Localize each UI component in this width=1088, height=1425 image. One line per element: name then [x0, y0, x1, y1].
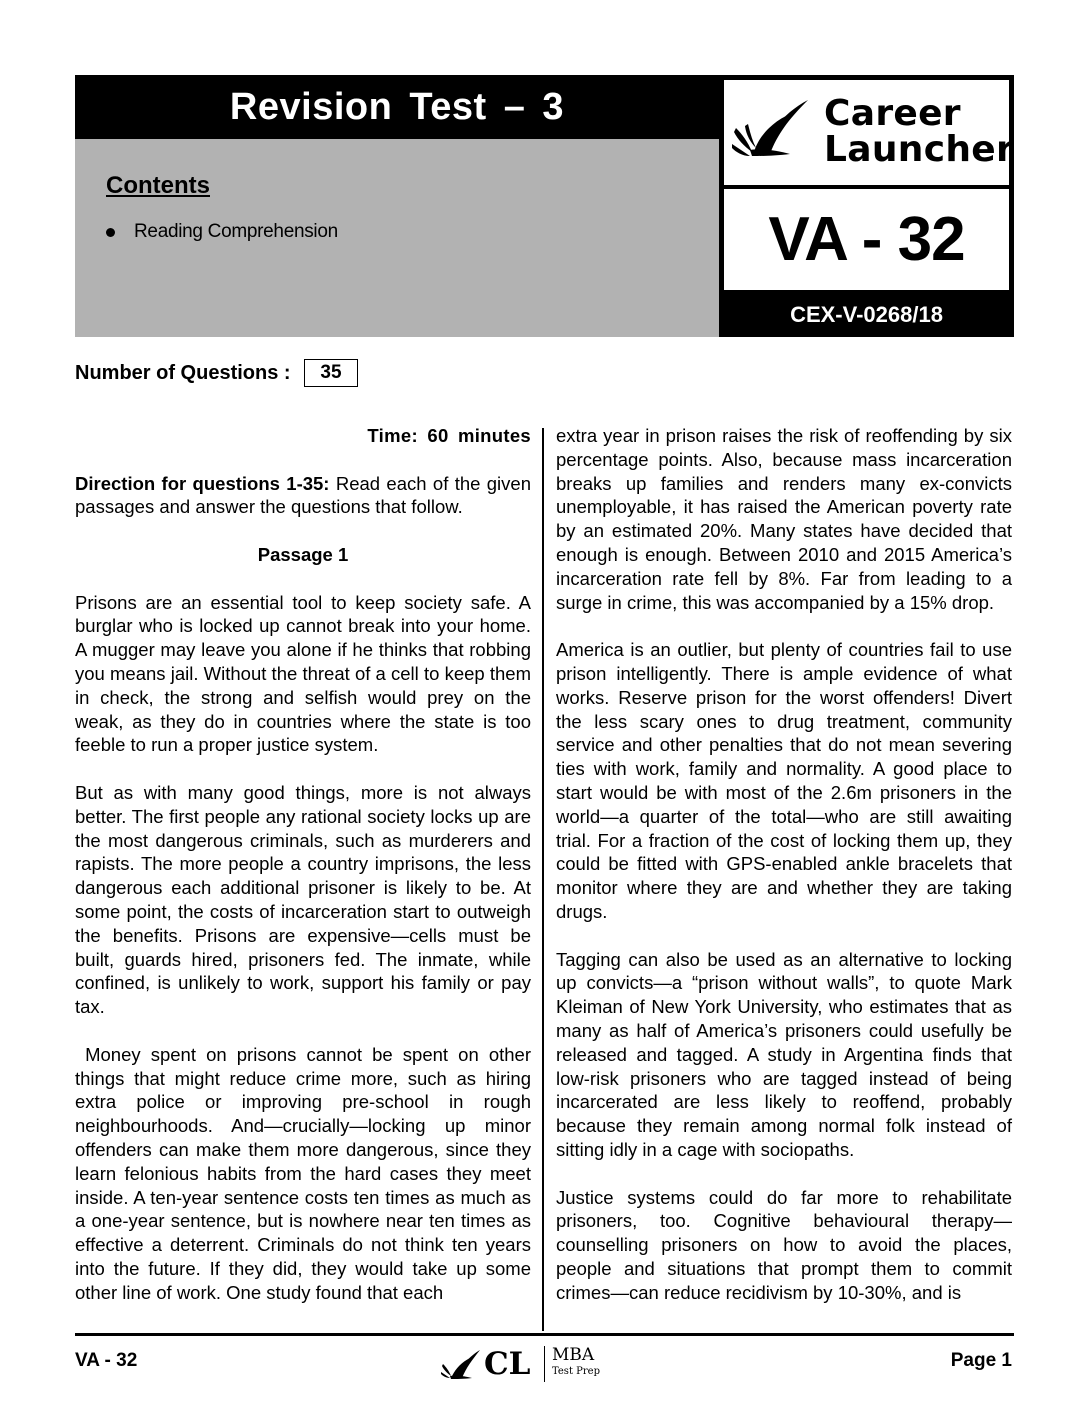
- brand-logo-text: [824, 93, 1015, 170]
- footer-cl-text: CL: [484, 1346, 531, 1382]
- brand-logo-line1: Career: [824, 93, 961, 134]
- footer-cl-logo-icon: [440, 1346, 482, 1384]
- contents-item: Reading Comprehension: [106, 221, 338, 243]
- contents-list: [106, 221, 338, 243]
- footer-test-code: VA - 32: [75, 1350, 138, 1371]
- column-divider: [542, 428, 544, 1331]
- directions-label: Direction for questions 1-35:: [75, 472, 330, 494]
- questions-label: Number of Questions :: [75, 362, 291, 384]
- right-column: [556, 424, 1012, 1328]
- footer-logo-separator: [544, 1346, 545, 1382]
- page-title: Revision Test – 3: [75, 75, 719, 139]
- left-column: [75, 424, 537, 1328]
- contents-heading: Contents: [106, 172, 210, 199]
- test-code: VA - 32: [724, 189, 1009, 290]
- time-limit: Time: 60 minutes: [367, 425, 531, 446]
- directions-text: Read each of the given passages and answer the questions that follow.: [75, 472, 531, 518]
- passage-title: Passage 1: [257, 543, 349, 565]
- brand-panel: [719, 75, 1014, 337]
- passage-paragraph: Tagging can also be used as an alternative to locking up convicts—a “prison without walls”, to quote Mark Kleiman of New York University, who estimates that as many as half of America’s prisoners could usefully be released and tagged. A study in Argentina finds that low-risk prisoners who are tagged instead of being incarcerated are less likely to reoffend, probably because they remain among normal folk instead of sitting idly in a cage with sociopaths.: [556, 948, 1012, 1160]
- passage-paragraph: extra year in prison raises the risk of reoffending by six percentage points. Also, because mass incarceration breaks up families and renders many ex-convicts unemployable, it has raised the American poverty rate by an estimated 20%. Many states have decided that enough is enough. Between 2010 and 2015 America’s incarceration rate fell by 8%. Far from leading to a surge in crime, this was accompanied by a 15% drop.: [556, 425, 1012, 613]
- contents-panel: [75, 139, 719, 337]
- footer-testprep-text: Test Prep: [552, 1366, 600, 1377]
- footer-mba-text: MBA: [552, 1345, 595, 1365]
- passage-paragraph: America is an outlier, but plenty of countries fail to use prison intelligently. There is ample evidence of what works. Reserve prison for the worst offenders! Divert the less scary ones to drug treatment, community service and other penalties that do not mean severing ties with work, family and normality. A good place to start would be with most of the 2.6m prisoners in the world—a quarter of the total—who are still awaiting trial. For a fraction of the cost of locking them up, they could be fitted with GPS-enabled ankle bracelets that monitor where they are and whether they are taking drugs.: [556, 639, 1012, 922]
- brand-logo: [724, 80, 1015, 185]
- passage-paragraph: Money spent on prisons cannot be spent on other things that might reduce crime more, such as hiring extra police or improving pre-school in rough neighbourhoods. And—crucially—locking up minor offenders can make them more dangerous, since they learn felonious habits from the hard cases they meet inside. A ten-year sentence costs ten times as much as a one-year sentence, but is nowhere near ten times as effective a deterrent. Criminals do not think ten years into the future. If they did, they would take up some other line of work. One study found that each: [75, 1043, 537, 1303]
- exam-code: CEX-V-0268/18: [790, 301, 943, 327]
- passage-paragraph: But as with many good things, more is not always better. The first people any rational society locks up are the most dangerous criminals, such as murderers and rapists. The more people a country imprisons, the less dangerous each additional prisoner is likely to be. At some point, the costs of incarceration start to outweigh the benefits. Prisons are expensive—cells must be built, guards hired, prisoners fed. The inmate, while confined, is unlikely to work, support his family or pay tax.: [75, 781, 531, 1018]
- questions-count: 35: [304, 359, 358, 387]
- page-number: Page 1: [950, 1350, 1012, 1371]
- career-launcher-logo-icon: [730, 94, 810, 170]
- passage-paragraph: Prisons are an essential tool to keep society safe. A burglar who is locked up cannot break into your home. A mugger may leave you alone if he thinks that robbing you means jail. Without the threat of a cell to keep them in check, the strong and selfish would prey on the weak, as they do in countries where the state is too feeble to run a proper justice system.: [75, 591, 531, 756]
- passage-paragraph: Justice systems could do far more to rehabilitate prisoners, too. Cognitive behavioural therapy—counselling prisoners on how to avoid the places, people and situations that prompt them to commit crimes—can reduce recidivism by 10-30%, and is: [556, 1186, 1012, 1303]
- directions: [75, 472, 531, 520]
- brand-logo-line2: Launcher: [824, 129, 1015, 170]
- footer-logo: [440, 1344, 610, 1386]
- footer-rule: [75, 1333, 1014, 1336]
